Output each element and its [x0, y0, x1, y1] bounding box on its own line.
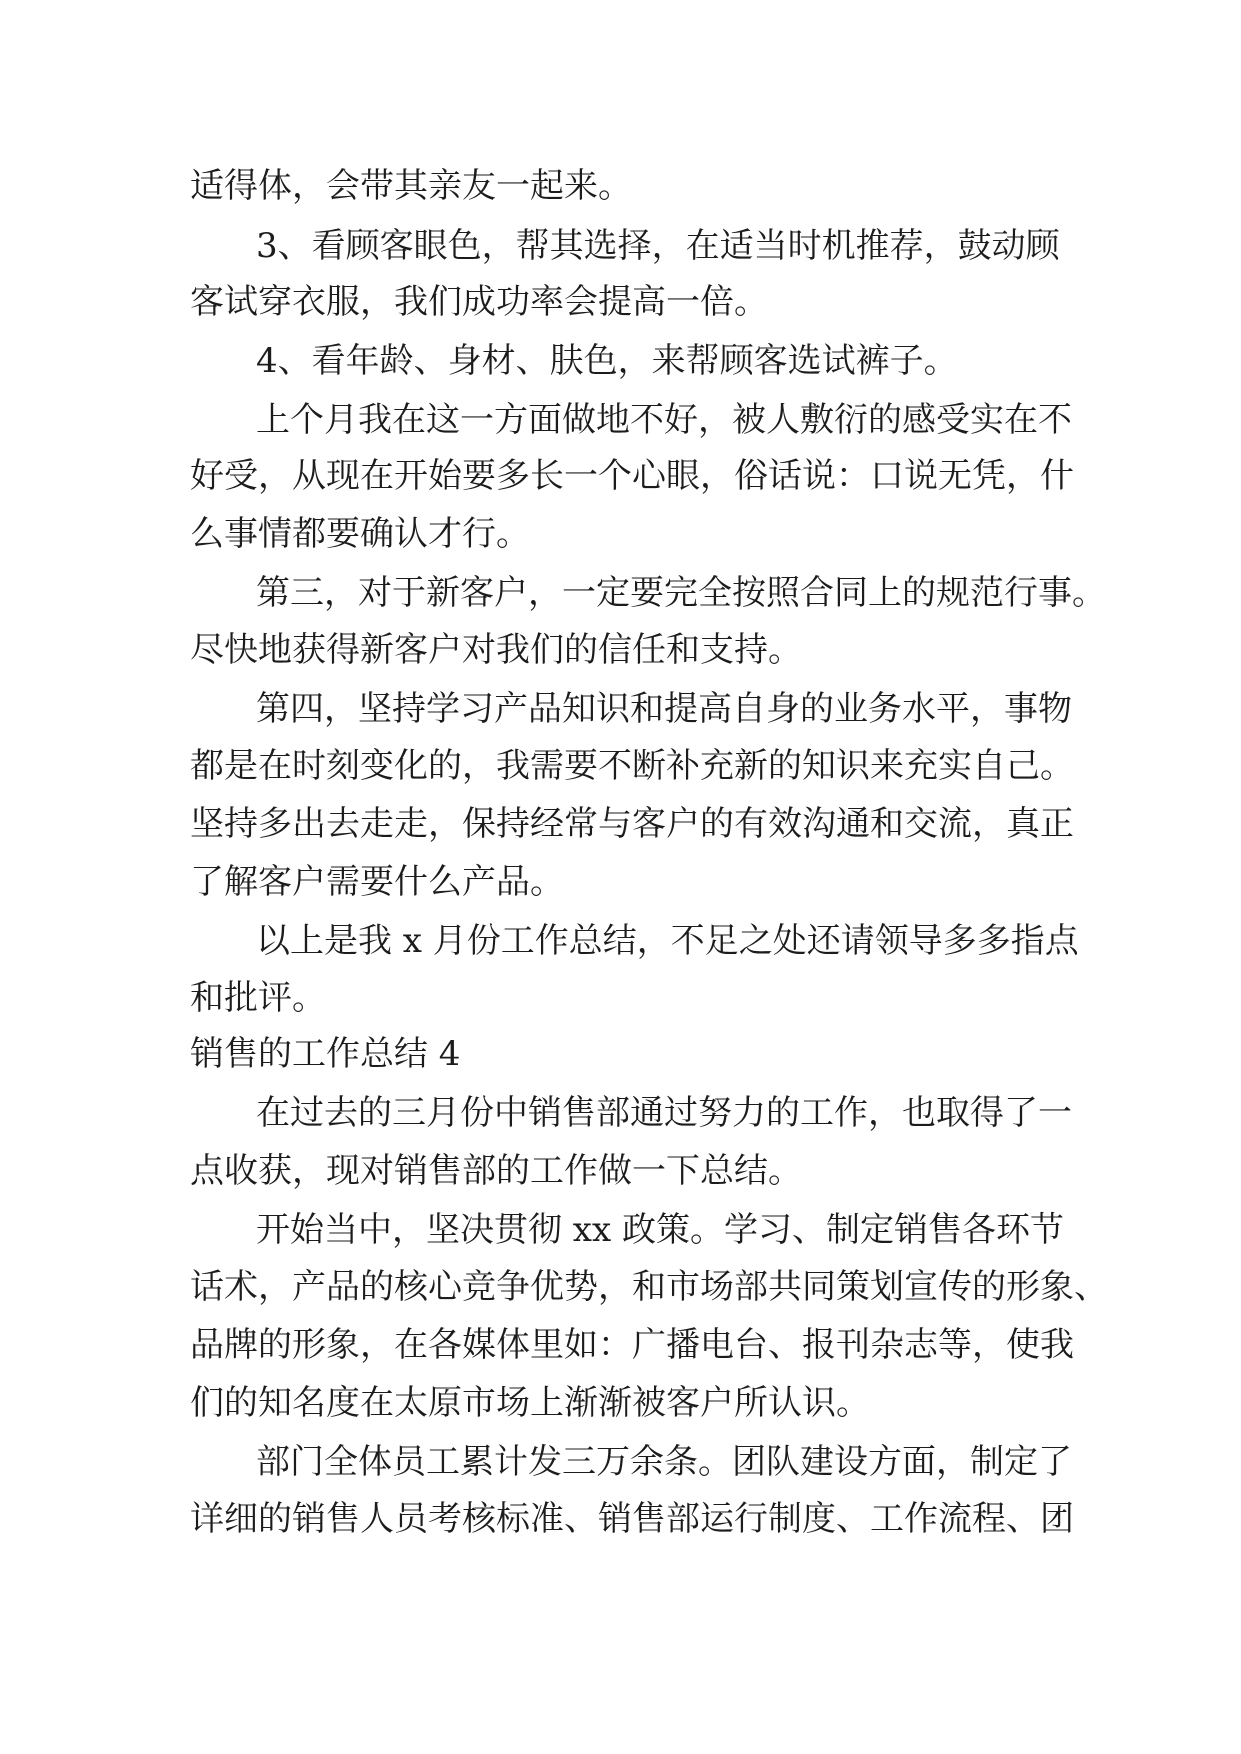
text-line: 好受，从现在开始要多长一个心眼，俗话说：口说无凭，什 — [190, 456, 1074, 496]
text-line: 点收获，现对销售部的工作做一下总结。 — [190, 1151, 802, 1191]
text-line: 客试穿衣服，我们成功率会提高一倍。 — [190, 282, 768, 322]
text-line: 和批评。 — [190, 978, 326, 1018]
text-line: 部门全体员工累计发三万余条。团队建设方面，制定了 — [256, 1442, 1072, 1482]
text-line: 坚持多出去走走，保持经常与客户的有效沟通和交流，真正 — [190, 804, 1074, 844]
text-line: 第三，对于新客户，一定要完全按照合同上的规范行事。 — [256, 573, 1106, 613]
section-heading: 销售的工作总结 4 — [190, 1034, 461, 1074]
text-line: 了解客户需要什么产品。 — [190, 862, 564, 902]
text-line: 上个月我在这一方面做地不好，被人敷衍的感受实在不 — [256, 400, 1072, 440]
text-line: 话术，产品的核心竞争优势，和市场部共同策划宣传的形象、 — [190, 1267, 1108, 1307]
text-line: 以上是我 x 月份工作总结，不足之处还请领导多多指点 — [256, 921, 1079, 961]
text-line: 都是在时刻变化的，我需要不断补充新的知识来充实自己。 — [190, 746, 1074, 786]
text-line: 么事情都要确认才行。 — [190, 514, 530, 554]
text-line: 3、看顾客眼色，帮其选择，在适当时机推荐，鼓动顾 — [256, 226, 1060, 266]
text-line: 品牌的形象，在各媒体里如：广播电台、报刊杂志等，使我 — [190, 1325, 1074, 1365]
text-line: 在过去的三月份中销售部通过努力的工作，也取得了一 — [256, 1093, 1072, 1133]
text-line: 4、看年龄、身材、肤色，来帮顾客选试裤子。 — [256, 341, 958, 381]
text-line: 开始当中，坚决贯彻 xx 政策。学习、制定销售各环节 — [256, 1210, 1064, 1250]
text-line: 适得体，会带其亲友一起来。 — [190, 166, 632, 206]
text-line: 尽快地获得新客户对我们的信任和支持。 — [190, 630, 802, 670]
text-line: 详细的销售人员考核标准、销售部运行制度、工作流程、团 — [190, 1499, 1074, 1539]
text-line: 第四，坚持学习产品知识和提高自身的业务水平，事物 — [256, 689, 1072, 729]
text-line: 们的知名度在太原市场上渐渐被客户所认识。 — [190, 1383, 870, 1423]
